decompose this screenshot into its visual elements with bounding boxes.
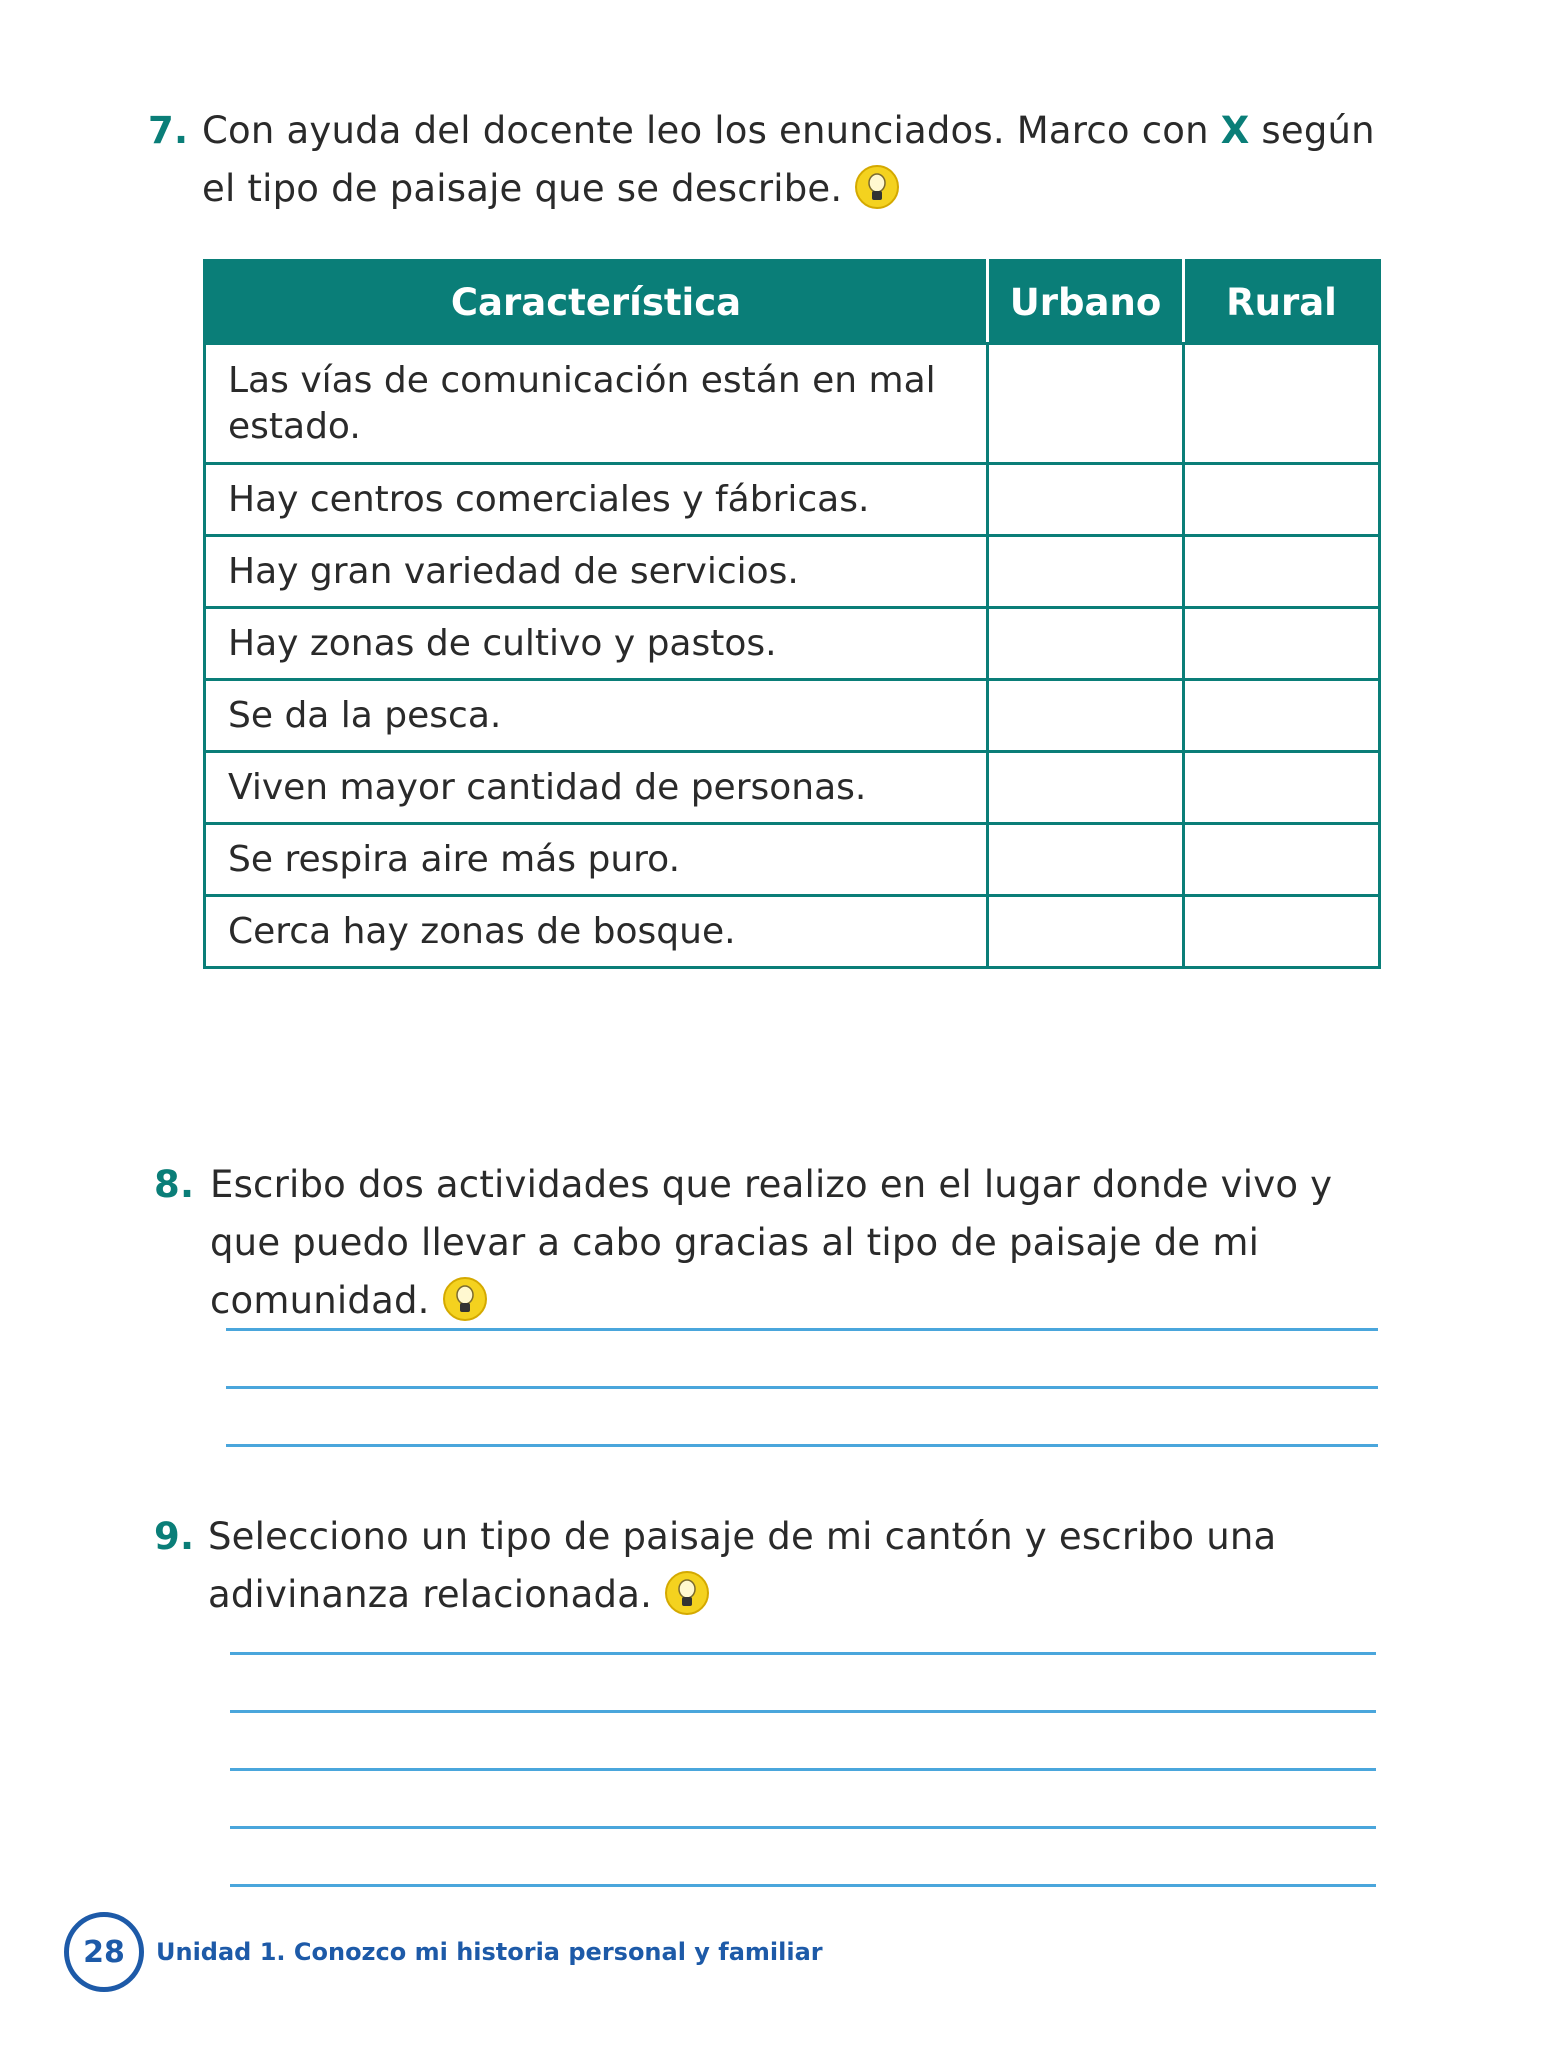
table-row (205, 896, 1380, 968)
answer-line[interactable] (230, 1768, 1376, 1771)
table-row (205, 344, 1380, 464)
lightbulb-icon (442, 1275, 488, 1325)
answer-line[interactable] (230, 1710, 1376, 1713)
table-header-row (205, 261, 1380, 344)
row-characteristic: Viven mayor cantidad de personas. (205, 752, 988, 824)
page-footer (64, 1912, 823, 1992)
exercise-7-prompt: Con ayuda del docente leo los enunciados. Marco con X según el tipo de paisaje que se describe. (202, 102, 1388, 218)
answer-line[interactable] (226, 1328, 1378, 1331)
answer-line[interactable] (230, 1652, 1376, 1655)
row-characteristic: Se respira aire más puro. (205, 824, 988, 896)
exercise-7-number: 7. (148, 109, 189, 152)
rural-mark-cell[interactable] (1184, 608, 1380, 680)
table-row (205, 752, 1380, 824)
rural-mark-cell[interactable] (1184, 896, 1380, 968)
exercise-8-number: 8. (154, 1163, 195, 1206)
row-characteristic: Hay gran variedad de servicios. (205, 536, 988, 608)
table-row (205, 608, 1380, 680)
page-number: 28 (64, 1912, 144, 1992)
rural-mark-cell[interactable] (1184, 824, 1380, 896)
exercise-9 (154, 1508, 1394, 1624)
table-row (205, 824, 1380, 896)
exercise-8 (154, 1156, 1394, 1330)
answer-line[interactable] (226, 1444, 1378, 1447)
exercise-8-prompt: Escribo dos actividades que realizo en el lugar donde vivo y que puedo llevar a cabo gracias al tipo de paisaje de mi comunidad. (210, 1156, 1394, 1330)
table-row (205, 464, 1380, 536)
row-characteristic: Las vías de comunicación están en mal estado. (205, 344, 988, 464)
row-characteristic: Cerca hay zonas de bosque. (205, 896, 988, 968)
lightbulb-icon (854, 163, 900, 213)
exercise-9-number: 9. (154, 1515, 195, 1558)
answer-line[interactable] (230, 1884, 1376, 1887)
landscape-table (203, 259, 1381, 969)
urbano-mark-cell[interactable] (988, 680, 1184, 752)
header-caracteristica: Característica (205, 261, 988, 344)
urbano-mark-cell[interactable] (988, 344, 1184, 464)
answer-line[interactable] (230, 1826, 1376, 1829)
rural-mark-cell[interactable] (1184, 536, 1380, 608)
urbano-mark-cell[interactable] (988, 536, 1184, 608)
header-urbano: Urbano (988, 261, 1184, 344)
row-characteristic: Hay centros comerciales y fábricas. (205, 464, 988, 536)
rural-mark-cell[interactable] (1184, 344, 1380, 464)
rural-mark-cell[interactable] (1184, 464, 1380, 536)
unit-title: Unidad 1. Conozco mi historia personal y familiar (156, 1938, 823, 1966)
exercise-9-prompt: Selecciono un tipo de paisaje de mi cantón y escribo una adivinanza relacionada. (208, 1508, 1394, 1624)
urbano-mark-cell[interactable] (988, 464, 1184, 536)
urbano-mark-cell[interactable] (988, 752, 1184, 824)
rural-mark-cell[interactable] (1184, 752, 1380, 824)
urbano-mark-cell[interactable] (988, 824, 1184, 896)
x-mark-symbol: X (1220, 109, 1250, 152)
table-row (205, 680, 1380, 752)
lightbulb-icon (664, 1569, 710, 1619)
answer-line[interactable] (226, 1386, 1378, 1389)
urbano-mark-cell[interactable] (988, 608, 1184, 680)
urbano-mark-cell[interactable] (988, 896, 1184, 968)
table-row (205, 536, 1380, 608)
row-characteristic: Hay zonas de cultivo y pastos. (205, 608, 988, 680)
header-rural: Rural (1184, 261, 1380, 344)
row-characteristic: Se da la pesca. (205, 680, 988, 752)
rural-mark-cell[interactable] (1184, 680, 1380, 752)
exercise-7 (148, 102, 1388, 218)
